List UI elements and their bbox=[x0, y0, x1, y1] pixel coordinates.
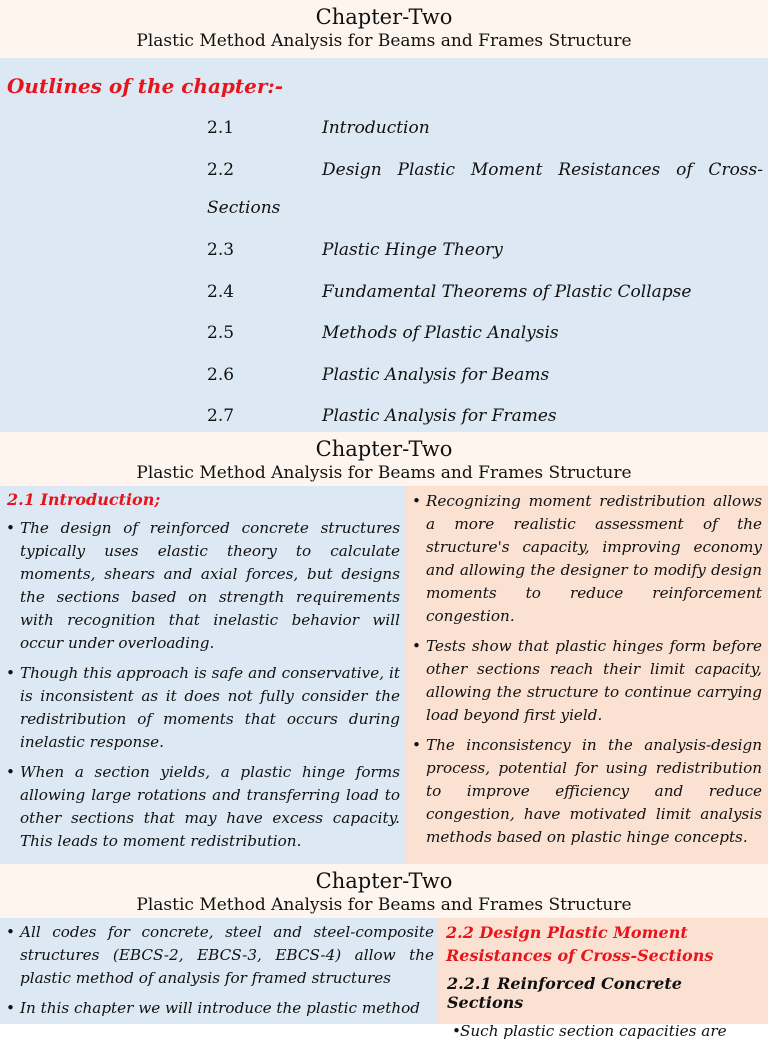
outline-item: 2.1 Introduction bbox=[207, 118, 430, 138]
subsection-heading: 2.2.1 Reinforced Concrete Sections bbox=[447, 974, 682, 1012]
slide-subtitle: Plastic Method Analysis for Beams and Frames Structure bbox=[136, 31, 632, 51]
outline-panel bbox=[0, 58, 768, 432]
outline-item: 2.2 Design Plastic Moment Resistances of Cross- bbox=[207, 160, 763, 180]
bullet-item: • The inconsistency in the analysis-design process, potential for using redistribution to improve efficiency and reduce congestion, have motivated limit analysis methods based on plastic hinge concepts. bbox=[406, 734, 762, 849]
slide-subtitle: Plastic Method Analysis for Beams and Frames Structure bbox=[136, 895, 632, 915]
slide-outline bbox=[0, 0, 768, 432]
outline-item: 2.4 Fundamental Theorems of Plastic Collapse bbox=[207, 282, 692, 302]
bullet-item: • When a section yields, a plastic hinge forms allowing large rotations and transferring load to other sections that may have excess capacity. This leads to moment redistribution. bbox=[0, 761, 400, 853]
outline-item: 2.3 Plastic Hinge Theory bbox=[207, 240, 503, 260]
left-column bbox=[0, 486, 406, 864]
bullet-item: • In this chapter we will introduce the plastic method bbox=[0, 997, 434, 1020]
slide-introduction bbox=[0, 432, 768, 864]
bullet-item: • All codes for concrete, steel and steel-composite structures (EBCS-2, EBCS-3, EBCS-4) allow the plastic method of analysis for framed structures bbox=[0, 921, 434, 990]
outline-item-continuation: Sections bbox=[207, 198, 281, 218]
slide-header bbox=[0, 864, 768, 918]
slide-design-plastic-moment bbox=[0, 864, 768, 1040]
bullet-item: • Recognizing moment redistribution allows a more realistic assessment of the structure's capacity, improving economy and allowing the designer to modify design moments to reduce reinforcement congestion. bbox=[406, 490, 762, 628]
bullet-item: • Such plastic section capacities are bbox=[446, 1020, 762, 1043]
outline-item: 2.7 Plastic Analysis for Frames bbox=[207, 406, 557, 426]
bullet-item: • The design of reinforced concrete structures typically uses elastic theory to calculate moments, shears and axial forces, but designs the sections based on strength requirements with recognition that inelastic behavior will occur under overloading. bbox=[0, 517, 400, 655]
section-heading: 2.2 Design Plastic Moment Resistances of Cross-Sections bbox=[446, 923, 714, 965]
slide-title: Chapter-Two bbox=[315, 869, 453, 893]
slide-title: Chapter-Two bbox=[315, 437, 453, 461]
slide-subtitle: Plastic Method Analysis for Beams and Frames Structure bbox=[136, 463, 632, 483]
bullet-item: • Tests show that plastic hinges form before other sections reach their limit capacity, allowing the structure to continue carrying load beyond first yield. bbox=[406, 635, 762, 727]
right-column bbox=[406, 486, 768, 864]
bullet-item: • Though this approach is safe and conservative, it is inconsistent as it does not fully consider the redistribution of moments that occurs during inelastic response. bbox=[0, 662, 400, 754]
outline-heading: Outlines of the chapter:- bbox=[7, 74, 284, 98]
outline-item: 2.6 Plastic Analysis for Beams bbox=[207, 365, 550, 385]
slide-header bbox=[0, 432, 768, 486]
slide-header bbox=[0, 0, 768, 56]
slide-title: Chapter-Two bbox=[315, 5, 453, 29]
left-column bbox=[0, 918, 438, 1024]
right-column bbox=[438, 918, 768, 1040]
section-heading: 2.1 Introduction; bbox=[7, 490, 161, 509]
outline-item: 2.5 Methods of Plastic Analysis bbox=[207, 323, 559, 343]
